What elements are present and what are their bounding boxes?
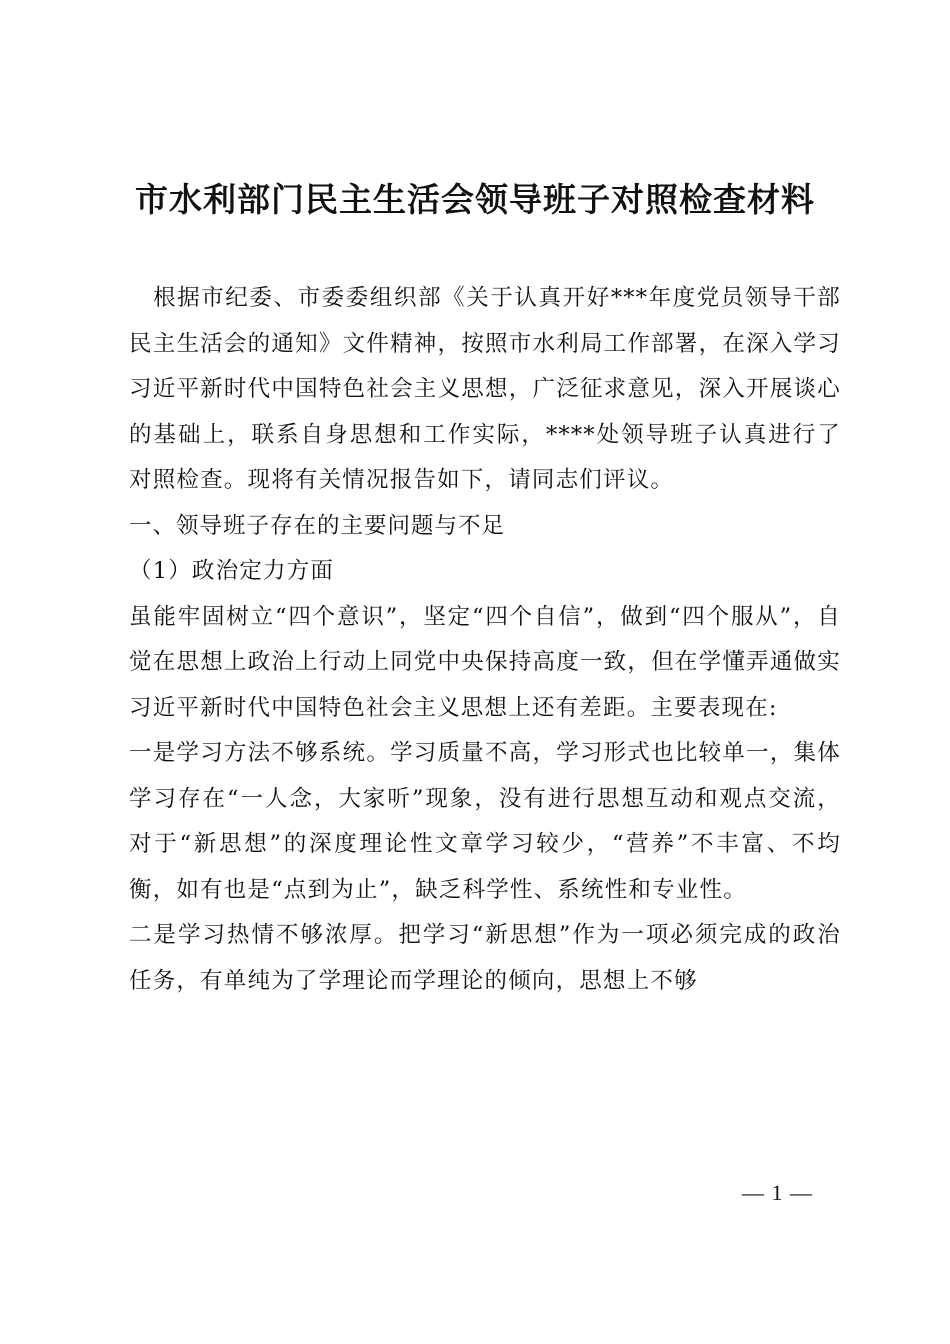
document-body (129, 276, 841, 1004)
body-paragraph: 二是学习热情不够浓厚。把学习“新思想”作为一项必须完成的政治任务，有单纯为了学理论而学理论的倾向，思想上不够 (129, 922, 841, 994)
intro-paragraph: 根据市纪委、市委委组织部《关于认真开好***年度党员领导干部民主生活会的通知》文件精神，按照市水利局工作部署，在深入学习习近平新时代中国特色社会主义思想，广泛征求意见，深入开展谈心的基础上，联系自身思想和工作实际，****处领导班子认真进行了对照检查。现将有关情况报告如下，请同志们评议。 (129, 285, 841, 493)
section-heading: 一、领导班子存在的主要问题与不足 (129, 512, 506, 539)
body-paragraph: 一是学习方法不够系统。学习质量不高，学习形式也比较单一，集体学习存在“一人念，大家听”现象，没有进行思想互动和观点交流，对于“新思想”的深度理论性文章学习较少，“营养”不丰富、不均衡，如有也是“点到为止”，缺乏科学性、系统性和专业性。 (129, 740, 841, 903)
page-number: — 1 — (742, 1180, 813, 1205)
body-paragraph: 虽能牢固树立“四个意识”，坚定“四个自信”，做到“四个服从”，自觉在思想上政治上行动上同党中央保持高度一致，但在学懂弄通做实习近平新时代中国特色社会主义思想上还有差距。主要表现在: (129, 603, 841, 721)
document-title: 市水利部门民主生活会领导班子对照检查材料 (135, 180, 815, 219)
subsection-heading: （1）政治定力方面 (129, 558, 335, 584)
